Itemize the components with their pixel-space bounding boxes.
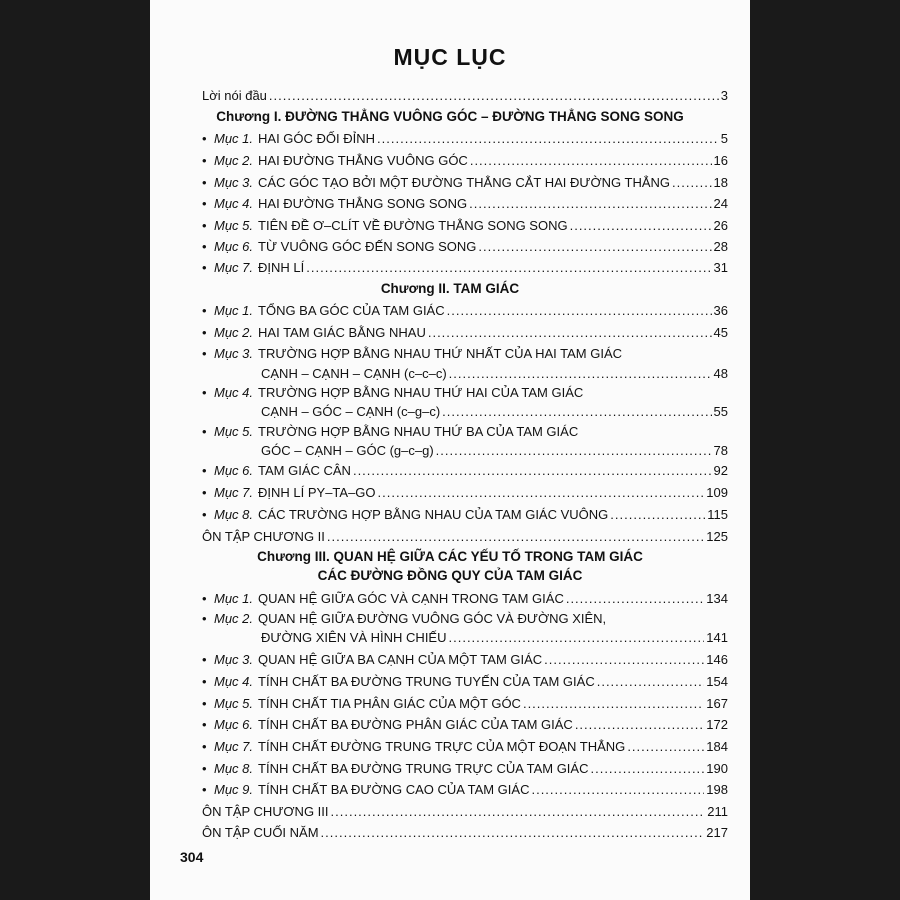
entry-text: TÍNH CHẤT BA ĐƯỜNG TRUNG TUYẾN CỦA TAM GIÁC [258, 674, 595, 689]
entry-page: 18 [713, 175, 728, 190]
entry-label: Mục 4. [214, 196, 254, 211]
entry-text: Lời nói đầu [202, 88, 267, 103]
entry-page: 172 [706, 717, 728, 732]
entry-label: Mục 8. [214, 761, 254, 776]
entry-page: 211 [707, 804, 728, 819]
toc-entry [202, 424, 728, 440]
toc-entry [202, 652, 728, 668]
bullet-icon: • [202, 507, 207, 522]
chapter-heading: Chương II. TAM GIÁC [380, 281, 520, 296]
bullet-icon: • [202, 782, 207, 797]
bullet-icon: • [202, 463, 207, 478]
entry-page: 217 [706, 825, 728, 840]
entry-text: HAI TAM GIÁC BẰNG NHAU [258, 325, 426, 340]
entry-text: TÍNH CHẤT BA ĐƯỜNG CAO CỦA TAM GIÁC [258, 782, 530, 797]
entry-text: HAI ĐƯỜNG THẲNG VUÔNG GÓC [258, 153, 468, 168]
entry-text: HAI ĐƯỜNG THẲNG SONG SONG [258, 196, 468, 211]
bullet-icon: • [202, 303, 207, 318]
entry-label: Mục 6. [214, 717, 254, 732]
leader-dots [378, 485, 705, 501]
leader-dots [478, 239, 711, 255]
leader-dots [531, 782, 704, 798]
chapter-heading: Chương III. QUAN HỆ GIỮA CÁC YẾU TỐ TRONG TAM GIÁC [257, 549, 643, 564]
toc-entry [202, 385, 728, 401]
toc-entry-preface [202, 88, 728, 104]
toc-entry [202, 346, 728, 362]
bullet-icon: • [202, 239, 207, 254]
bullet-icon: • [202, 385, 207, 400]
entry-label: Mục 3. [214, 652, 254, 667]
leader-dots [575, 717, 704, 733]
bullet-icon: • [202, 611, 207, 626]
leader-dots [610, 507, 705, 523]
entry-text: ÔN TẬP CHƯƠNG II [202, 529, 325, 544]
leader-dots [269, 88, 719, 104]
entry-text-line2: CẠNH – GÓC – CẠNH (c–g–c) [261, 404, 441, 419]
entry-text: TRƯỜNG HỢP BẰNG NHAU THỨ NHẤT CỦA HAI TAM GIÁC [258, 346, 623, 361]
toc-entry [202, 485, 728, 501]
leader-dots [306, 260, 711, 276]
leader-dots [544, 652, 704, 668]
toc-entry [202, 303, 728, 319]
toc-entry [202, 175, 728, 191]
entry-text: ĐỊNH LÍ PY–TA–GO [258, 485, 376, 500]
entry-page: 190 [706, 761, 728, 776]
bullet-icon: • [202, 739, 207, 754]
entry-page: 36 [713, 303, 728, 318]
toc-entry [202, 739, 728, 755]
entry-label: Mục 8. [214, 507, 254, 522]
leader-dots [449, 630, 705, 646]
leader-dots [428, 325, 712, 341]
entry-label: Mục 2. [214, 325, 254, 340]
entry-page: 28 [713, 239, 728, 254]
page-title: MỤC LỤC [393, 44, 507, 70]
toc-entry-review [202, 804, 728, 820]
entry-page: 24 [713, 196, 728, 211]
toc-entry-continuation [261, 630, 728, 646]
entry-label: Mục 7. [214, 485, 254, 500]
entry-text-line2: ĐƯỜNG XIÊN VÀ HÌNH CHIẾU [261, 630, 447, 645]
entry-text: QUAN HỆ GIỮA GÓC VÀ CẠNH TRONG TAM GIÁC [258, 591, 564, 606]
entry-text-line2: GÓC – CẠNH – GÓC (g–c–g) [261, 443, 434, 458]
book-page [150, 0, 750, 900]
entry-text-line2: CẠNH – CẠNH – CẠNH (c–c–c) [261, 366, 447, 381]
bullet-icon: • [202, 652, 207, 667]
leader-dots [436, 443, 712, 459]
bullet-icon: • [202, 346, 207, 361]
entry-page: 167 [706, 696, 728, 711]
toc-entry-review [202, 529, 728, 545]
entry-text: ÔN TẬP CUỐI NĂM [202, 825, 319, 840]
entry-text: TRƯỜNG HỢP BẰNG NHAU THỨ HAI CỦA TAM GIÁC [258, 385, 584, 400]
entry-page: 92 [713, 463, 728, 478]
entry-label: Mục 1. [214, 131, 254, 146]
entry-text: TỔNG BA GÓC CỦA TAM GIÁC [258, 303, 445, 318]
page-number: 304 [180, 849, 204, 865]
entry-label: Mục 6. [214, 239, 254, 254]
leader-dots [449, 366, 712, 382]
leader-dots [523, 696, 704, 712]
entry-page: 198 [706, 782, 728, 797]
entry-text: TÍNH CHẤT BA ĐƯỜNG PHÂN GIÁC CỦA TAM GIÁC [258, 717, 573, 732]
entry-page: 3 [720, 88, 728, 103]
entry-page: 48 [713, 366, 728, 381]
entry-label: Mục 1. [214, 303, 254, 318]
toc-entry-continuation [261, 404, 728, 420]
bullet-icon: • [202, 485, 207, 500]
bullet-icon: • [202, 196, 207, 211]
bullet-icon: • [202, 696, 207, 711]
entry-text: TIÊN ĐỀ Ơ–CLÍT VỀ ĐƯỜNG THẲNG SONG SONG [258, 218, 568, 233]
leader-dots [672, 175, 712, 191]
leader-dots [331, 804, 706, 820]
entry-text: TÍNH CHẤT TIA PHÂN GIÁC CỦA MỘT GÓC [258, 696, 521, 711]
entry-label: Mục 4. [214, 385, 254, 400]
entry-page: 31 [713, 260, 728, 275]
entry-page: 141 [706, 630, 728, 645]
toc-entry [202, 507, 728, 523]
leader-dots [590, 761, 704, 777]
toc-entry [202, 782, 728, 798]
entry-page: 115 [707, 507, 728, 522]
leader-dots [469, 196, 711, 212]
entry-page: 134 [706, 591, 728, 606]
bullet-icon: • [202, 674, 207, 689]
toc-entry [202, 196, 728, 212]
entry-label: Mục 9. [214, 782, 254, 797]
leader-dots [353, 463, 712, 479]
bullet-icon: • [202, 260, 207, 275]
entry-text: ĐỊNH LÍ [258, 260, 305, 275]
toc-entry [202, 131, 728, 147]
toc-entry [202, 761, 728, 777]
entry-text: HAI GÓC ĐỐI ĐỈNH [258, 131, 376, 146]
entry-page: 125 [706, 529, 728, 544]
entry-label: Mục 7. [214, 260, 254, 275]
entry-page: 55 [713, 404, 728, 419]
entry-label: Mục 6. [214, 463, 254, 478]
toc-entry [202, 591, 728, 607]
bullet-icon: • [202, 153, 207, 168]
leader-dots [377, 131, 719, 147]
toc-entry [202, 674, 728, 690]
entry-page: 109 [706, 485, 728, 500]
toc-entry [202, 717, 728, 733]
leader-dots [442, 404, 711, 420]
entry-text: CÁC TRƯỜNG HỢP BẰNG NHAU CỦA TAM GIÁC VUÔNG [258, 507, 609, 522]
entry-text: TRƯỜNG HỢP BẰNG NHAU THỨ BA CỦA TAM GIÁC [258, 424, 579, 439]
bullet-icon: • [202, 175, 207, 190]
leader-dots [321, 825, 705, 841]
entry-page: 184 [706, 739, 728, 754]
bullet-icon: • [202, 591, 207, 606]
toc-entry-final-review [202, 825, 728, 841]
toc-entry [202, 696, 728, 712]
bullet-icon: • [202, 717, 207, 732]
bullet-icon: • [202, 218, 207, 233]
chapter-heading: Chương I. ĐƯỜNG THẲNG VUÔNG GÓC – ĐƯỜNG THẲNG SONG SONG [216, 109, 684, 124]
entry-text: TÍNH CHẤT ĐƯỜNG TRUNG TRỰC CỦA MỘT ĐOẠN THẲNG [258, 739, 626, 754]
leader-dots [570, 218, 712, 234]
leader-dots [566, 591, 704, 607]
entry-label: Mục 4. [214, 674, 254, 689]
entry-label: Mục 3. [214, 346, 254, 361]
entry-label: Mục 2. [214, 153, 254, 168]
entry-text: TAM GIÁC CÂN [258, 463, 351, 478]
toc-entry [202, 153, 728, 169]
entry-label: Mục 5. [214, 696, 254, 711]
entry-page: 45 [713, 325, 728, 340]
toc-entry-continuation [261, 366, 728, 382]
leader-dots [327, 529, 704, 545]
entry-label: Mục 5. [214, 424, 254, 439]
toc-entry [202, 239, 728, 255]
entry-text: QUAN HỆ GIỮA ĐƯỜNG VUÔNG GÓC VÀ ĐƯỜNG XIÊN, [258, 611, 607, 626]
entry-label: Mục 1. [214, 591, 254, 606]
bullet-icon: • [202, 761, 207, 776]
entry-text: QUAN HỆ GIỮA BA CẠNH CỦA MỘT TAM GIÁC [258, 652, 543, 667]
entry-label: Mục 3. [214, 175, 254, 190]
leader-dots [627, 739, 704, 755]
entry-text: CÁC GÓC TẠO BỞI MỘT ĐƯỜNG THẲNG CẮT HAI ĐƯỜNG THẲNG [258, 175, 670, 190]
entry-text: TỪ VUÔNG GÓC ĐẾN SONG SONG [258, 239, 477, 254]
toc-entry [202, 218, 728, 234]
bullet-icon: • [202, 131, 207, 146]
table-of-contents [150, 0, 750, 900]
entry-text: ÔN TẬP CHƯƠNG III [202, 804, 329, 819]
toc-entry [202, 260, 728, 276]
leader-dots [597, 674, 705, 690]
entry-page: 146 [706, 652, 728, 667]
leader-dots [447, 303, 712, 319]
leader-dots [470, 153, 712, 169]
entry-label: Mục 7. [214, 739, 254, 754]
chapter-heading-line2: CÁC ĐƯỜNG ĐỒNG QUY CỦA TAM GIÁC [317, 568, 583, 583]
toc-entry [202, 325, 728, 341]
entry-page: 16 [713, 153, 728, 168]
toc-entry [202, 463, 728, 479]
entry-page: 26 [713, 218, 728, 233]
entry-page: 154 [706, 674, 728, 689]
bullet-icon: • [202, 325, 207, 340]
entry-label: Mục 2. [214, 611, 254, 626]
toc-entry-continuation [261, 443, 728, 459]
entry-label: Mục 5. [214, 218, 254, 233]
bullet-icon: • [202, 424, 207, 439]
entry-text: TÍNH CHẤT BA ĐƯỜNG TRUNG TRỰC CỦA TAM GIÁC [258, 761, 589, 776]
toc-entry [202, 611, 728, 627]
entry-page: 78 [713, 443, 728, 458]
entry-page: 5 [720, 131, 728, 146]
